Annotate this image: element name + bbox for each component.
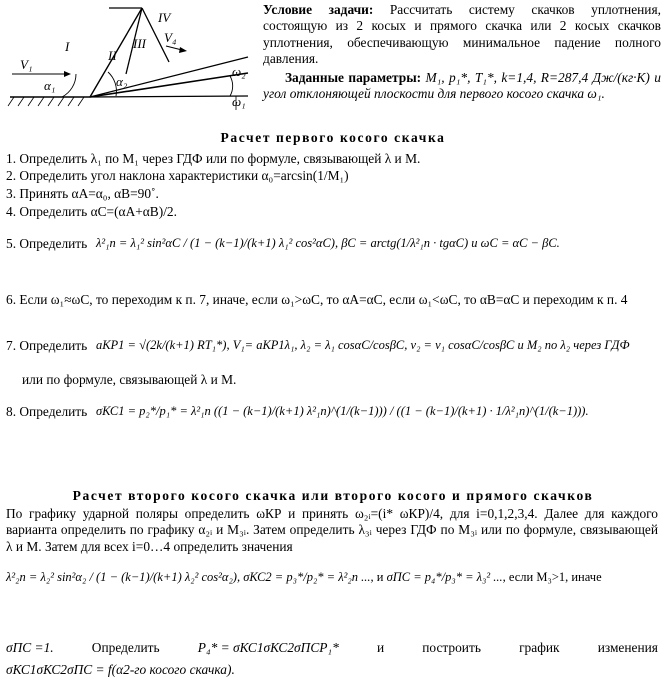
formula-lambda2n: λ²₂n = λ₂² sin²α₂ / (1 − (k−1)/(k+1) λ₂² cos²α₂),: [6, 570, 241, 584]
formula-sigma-pc: σПС = p₄*/p₃* = λ₃² ...,: [386, 570, 506, 584]
change-word: изменения: [597, 640, 658, 655]
task-params: [263, 70, 661, 103]
build-word: построить: [422, 640, 481, 655]
step-8-prefix: 8. Определить: [6, 404, 88, 419]
v1-label: V₁: [20, 57, 33, 72]
condition-label: Условие задачи:: [263, 2, 374, 17]
step-7-prefix: 7. Определить: [6, 338, 88, 353]
section2-formulas: [6, 570, 656, 585]
step-5-formula: λ²₁n = λ₁² sin²αC / (1 − (k−1)/(k+1) λ₁² cos²αC), βC = arctg(1/λ²₁n · tgαC) и ωC = αC − βC.: [96, 236, 560, 250]
step-4: 4. Определить αC=(αA+αB)/2.: [6, 204, 177, 219]
and-word: и: [376, 570, 384, 584]
shock-diagram: [4, 2, 256, 114]
define-word: Определить: [91, 640, 160, 655]
alpha2-label: α₂: [116, 74, 128, 89]
region-1-label: I: [65, 39, 70, 54]
condition-m3: если M₃>1, иначе: [508, 570, 602, 584]
omega2-label: ω₂: [232, 64, 246, 79]
p4-formula: P₄* = σКС1σКС2σПСP₁*: [197, 640, 339, 655]
step-8-formula: σКС1 = p₂*/p₁* = λ²₁n ((1 − (k−1)/(k+1) λ²₁n)^(1/(k−1))) / ((1 − (k−1)/(k+1) · 1/λ²₁n)^(1/(k−1))).: [96, 404, 589, 418]
region-3-label: III: [133, 36, 146, 51]
params-text: M₁, p₁*, T₁*, k=1,4, R=287,4 Дж/(кг·К) и угол отклоняющей плоскости для первого косого скачка ω₁.: [263, 70, 661, 102]
condition-text: Рассчитать систему скачков уплотнения, состоящую из 2 косых и прямого скачка или 2 косых скачков уплотнения, обеспечивающую минимальное падение полного давления.: [263, 2, 661, 67]
step-7-suffix: или по формуле, связывающей λ и M.: [22, 372, 237, 387]
step-2: 2. Определить угол наклона характеристики α₀=arcsin(1/M₁): [6, 168, 349, 183]
region-2-label: II: [108, 48, 117, 63]
omega1-label: ω₁: [232, 94, 246, 109]
step-1: 1. Определить λ₁ по M₁ через ГДФ или по формуле, связывающей λ и M.: [6, 151, 421, 166]
section1-title: Расчет первого косого скачка: [220, 130, 446, 145]
region-4-label: IV: [158, 10, 171, 25]
section2-title: Расчет второго косого скачка или второго косого и прямого скачков: [72, 488, 594, 503]
step-3: 3. Принять αA=α₀, αB=90˚.: [6, 186, 159, 201]
formula-sigma-kc2: σКС2 = p₃*/p₂* = λ²₂n ...,: [243, 570, 374, 584]
final-line-1: [6, 640, 658, 656]
graph-word: график: [519, 640, 560, 655]
section2-paragraph: По графику ударной поляры определить ωКР и принять ω₂ᵢ=(i* ωКР)/4, для i=0,1,2,3,4. Далее для каждого варианта определить по графику α₂ᵢ и M₃ᵢ. Затем определить λ₃ᵢ через ГДФ по M₃ᵢ или по формуле, связывающей λ и M. Затем для всех i=0…4 определить значения: [6, 506, 658, 554]
task-condition: [263, 2, 661, 67]
step-7-formula: aКР1 = √(2k/(k+1) RT₁*), V₁= aКР1λ₁, λ₂ = λ₁ cosαC/cosβC, v₂ = v₁ cosαC/cosβC и M₂ по λ₂ через ГДФ: [96, 338, 630, 352]
step-6: 6. Если ω₁≈ωC, то переходим к п. 7, иначе, если ω₁>ωC, то αA=αC, если ω₁<ωC, то αB=αC и переходим к п. 4: [6, 292, 628, 307]
step-5-prefix: 5. Определить: [6, 236, 88, 251]
sigma-eq: σПС =1.: [6, 640, 54, 655]
and2-word: и: [376, 640, 385, 655]
v4-label: V₄: [164, 30, 177, 45]
params-label: Заданные параметры:: [284, 70, 422, 85]
alpha1-label: α₁: [44, 78, 56, 93]
final-formula: σКС1σКС2σПС = f(α2-го косого скачка).: [6, 662, 235, 677]
